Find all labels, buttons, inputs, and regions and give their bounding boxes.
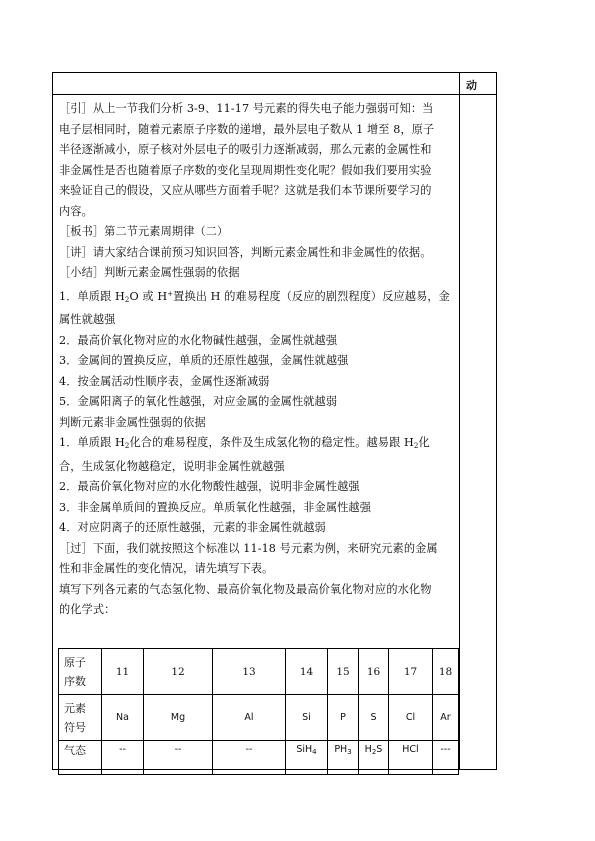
cell-hydride: -- bbox=[144, 741, 213, 775]
cell-number: 12 bbox=[144, 649, 213, 695]
cell-symbol: P bbox=[328, 695, 359, 741]
transition-line-1: ［过］下面，我们就按照这个标准以 11-18 号元素为例，来研究元素的金属 bbox=[59, 541, 438, 555]
right-column-divider bbox=[459, 73, 460, 769]
fill-instruction-line-1: 填写下列各元素的气态氢化物、最高价氧化物及最高价氧化物对应的水化物 bbox=[59, 582, 432, 596]
nonmetal-rule-3: 3．非金属单质间的置换反应。单质氧化性越强，非金属性越强 bbox=[59, 500, 371, 514]
cell-symbol: Al bbox=[213, 695, 286, 741]
cell-symbol: S bbox=[359, 695, 389, 741]
nonmetal-rule-4: 4．对应阴离子的还原性越强，元素的非金属性就越弱 bbox=[59, 521, 326, 534]
cell-number: 16 bbox=[359, 649, 389, 695]
nonmetal-rule-1-cont: 合，生成氢化物越稳定，说明非金属性就越强 bbox=[59, 459, 285, 473]
blackboard-title: ［板书］第二节元素周期律（二） bbox=[59, 225, 229, 238]
intro-line-4: 非金属性是否也随着原子序数的变化呈现周期性变化呢？假如我们要用实验 bbox=[59, 163, 432, 177]
cell-hydride: -- bbox=[213, 741, 286, 775]
intro-line-6: 内容。 bbox=[59, 204, 93, 218]
element-table bbox=[58, 648, 459, 775]
row-header-element-symbol: 元素 符号 bbox=[59, 695, 102, 741]
cell-hydride: SiH$_4$ bbox=[286, 741, 328, 775]
cell-hydride: HCl bbox=[389, 741, 433, 775]
metal-rule-5: 5．金属阳离子的氧化性越强，对应金属的金属性就越弱 bbox=[59, 395, 338, 408]
header-row bbox=[53, 73, 496, 95]
metal-rule-3: 3．金属间的置换反应，单质的还原性越强，金属性就越强 bbox=[59, 354, 349, 367]
cell-symbol: Ar bbox=[433, 695, 459, 741]
cell-number: 17 bbox=[389, 649, 433, 695]
cell-hydride: $H_2S$ bbox=[359, 741, 389, 775]
table-row bbox=[59, 649, 459, 695]
cell-number: 15 bbox=[328, 649, 359, 695]
nonmetal-rule-1: 1．单质跟 $H_2$化合的难易程度，条件及生成氢化物的稳定性。越易跟 $H_2$化 bbox=[59, 436, 430, 450]
lesson-content bbox=[59, 99, 457, 621]
row-header-atomic-number: 原子 序数 bbox=[59, 649, 102, 695]
intro-line-2: 电子层相同时，随着元素原子序数的递增，最外层电子数从 1 增至 8，原子 bbox=[59, 122, 435, 136]
cell-number: 14 bbox=[286, 649, 328, 695]
cell-hydride: -- bbox=[102, 741, 144, 775]
nonmetal-title: 判断元素非金属性强弱的依据 bbox=[59, 415, 206, 429]
cell-number: 11 bbox=[102, 649, 144, 695]
intro-line-5: 来验证自己的假设，又应从哪些方面着手呢？这就是我们本节课所要学习的 bbox=[59, 184, 432, 197]
cell-number: 13 bbox=[213, 649, 286, 695]
metal-rule-2: 2．最高价氧化物对应的水化物碱性越强，金属性就越强 bbox=[59, 333, 338, 347]
intro-line-3: 半径逐渐减小，原子核对外层电子的吸引力逐渐减弱，那么元素的金属性和 bbox=[59, 143, 432, 156]
row-header-gaseous-hydride: 气态 bbox=[59, 741, 102, 775]
summary-metal-title: ［小结］判断元素金属性强弱的依据 bbox=[59, 266, 240, 279]
lecture-line: ［讲］请大家结合课前预习知识回答，判断元素金属性和非金属性的依据。 bbox=[59, 245, 432, 259]
nonmetal-rule-2: 2．最高价氧化物对应的水化物酸性越强，说明非金属性越强 bbox=[59, 480, 360, 493]
table-row bbox=[59, 695, 459, 741]
transition-line-2: 性和非金属性的变化情况，请先填写下表。 bbox=[59, 562, 274, 575]
fill-instruction-line-2: 的化学式： bbox=[59, 603, 116, 616]
metal-rule-1: 1．单质跟 $H_2O$ 或 H+置换出 H 的难易程度（反应的剧烈程度）反应越易，金 bbox=[59, 289, 450, 304]
lesson-frame bbox=[52, 72, 497, 770]
cell-number: 18 bbox=[433, 649, 459, 695]
activity-column-header: 动 bbox=[466, 79, 477, 92]
intro-line-1: ［引］从上一节我们分析 3-9、11-17 号元素的得失电子能力强弱可知：当 bbox=[59, 102, 434, 115]
cell-hydride: $PH_3$ bbox=[328, 741, 359, 775]
cell-symbol: Mg bbox=[144, 695, 213, 741]
table-row bbox=[59, 741, 459, 775]
cell-symbol: Cl bbox=[389, 695, 433, 741]
metal-rule-4: 4．按金属活动性顺序表，金属性逐渐减弱 bbox=[59, 374, 270, 388]
cell-hydride: --- bbox=[433, 741, 459, 775]
cell-symbol: Na bbox=[102, 695, 144, 741]
metal-rule-1-cont: 属性就越强 bbox=[59, 313, 116, 326]
cell-symbol: Si bbox=[286, 695, 328, 741]
